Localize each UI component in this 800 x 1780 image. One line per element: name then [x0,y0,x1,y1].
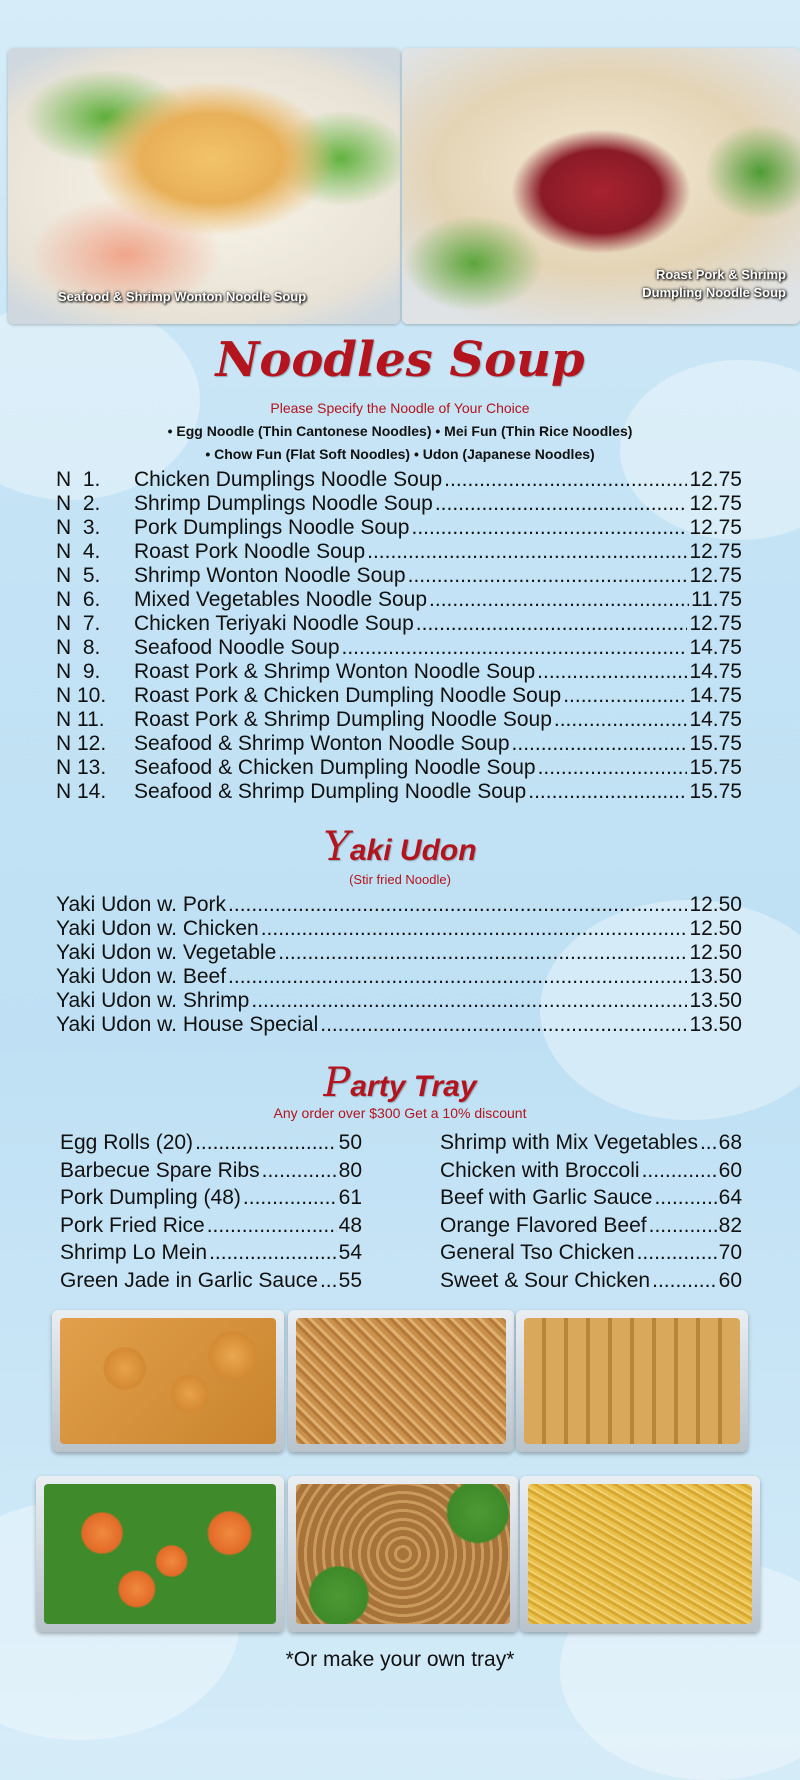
dot-leader [537,660,687,684]
party-title-initial: P [323,1060,351,1106]
noodle-menu-item [56,468,742,492]
shrimp-broccoli-tray-photo [36,1476,284,1632]
noodle-choice-subtitle: Please Specify the Noodle of Your Choice [270,400,530,416]
dot-leader [652,1269,717,1293]
dot-leader [342,636,688,660]
noodle-menu-item [56,708,742,732]
item-code: N 9. [56,660,101,683]
item-name: Chicken Dumplings Noodle Soup [134,468,443,491]
dot-leader [262,1159,337,1183]
sesame-chicken-tray-photo [288,1476,518,1632]
noodle-menu-item [56,540,742,564]
item-name: Seafood Noodle Soup [134,636,340,659]
lo-mein-tray-photo [520,1476,760,1632]
noodle-options-line: • Chow Fun (Flat Soft Noodles) • Udon (Japanese Noodles) [205,446,595,462]
party-tray-item [60,1186,362,1210]
item-name: General Tso Chicken [440,1241,635,1264]
yaki-title-initial: Y [323,824,350,870]
item-code: N 10. [56,684,107,707]
dot-leader [654,1186,716,1210]
photo-caption: Seafood & Shrimp Wonton Noodle Soup [58,289,307,304]
item-price: 12.75 [689,516,742,539]
item-code: N 4. [56,540,101,563]
item-name: Shrimp Wonton Noodle Soup [134,564,406,587]
item-code: N 2. [56,492,101,515]
item-name: Yaki Udon w. Shrimp [56,989,250,1012]
noodle-menu-item [56,636,742,660]
fried-rice-tray-photo [288,1310,514,1452]
item-name: Barbecue Spare Ribs [60,1158,260,1182]
item-price: 11.75 [691,588,742,611]
item-price: 14.75 [689,660,742,683]
item-price: 12.75 [689,564,742,587]
item-code: N 8. [56,636,101,659]
item-price: 12.75 [689,468,742,491]
dot-leader [563,684,687,708]
item-name: Seafood & Chicken Dumpling Noodle Soup [134,756,536,779]
yaki-menu-item [56,1013,742,1037]
noodle-menu-item [56,516,742,540]
party-tray-item [440,1159,742,1183]
noodle-options-line: • Egg Noodle (Thin Cantonese Noodles) • Mei Fun (Thin Rice Noodles) [167,423,633,439]
item-name: Shrimp Lo Mein [60,1241,208,1264]
item-name: Roast Pork & Shrimp Dumpling Noodle Soup [134,708,552,731]
dot-leader [251,989,687,1013]
dot-leader [411,516,687,540]
yaki-menu-item [56,989,742,1013]
item-price: 80 [338,1158,362,1182]
party-tray-item [440,1214,742,1238]
item-code: N 12. [56,732,107,755]
item-price: 13.50 [689,965,742,988]
item-price: 68 [718,1131,742,1154]
item-price: 60 [718,1158,742,1182]
dot-leader [512,732,688,756]
item-price: 12.50 [689,941,742,964]
noodle-menu-item [56,684,742,708]
item-price: 48 [338,1213,362,1237]
item-name: Sweet & Sour Chicken [440,1268,651,1292]
yaki-menu-item [56,965,742,989]
item-name: Seafood & Shrimp Dumpling Noodle Soup [134,780,527,803]
party-tray-item [440,1131,742,1155]
item-name: Roast Pork & Chicken Dumpling Noodle Soup [134,684,562,707]
item-price: 61 [338,1186,362,1209]
item-name: Yaki Udon w. Pork [56,893,227,916]
item-name: Chicken with Broccoli [440,1158,640,1182]
yaki-menu-item [56,893,742,917]
item-code: N 5. [56,564,101,587]
seafood-wonton-soup-photo [8,48,400,324]
item-name: Shrimp with Mix Vegetables [440,1131,698,1154]
party-title-rest: arty Tray [350,1070,477,1103]
photo-caption-line: Roast Pork & Shrimp [655,267,786,282]
item-name: Green Jade in Garlic Sauce [60,1268,318,1292]
party-tray-section-title [0,1060,800,1106]
noodle-menu-item [56,756,742,780]
dot-leader [228,965,687,989]
item-name: Roast Pork & Shrimp Wonton Noodle Soup [134,660,536,683]
item-price: 12.50 [689,917,742,940]
yaki-udon-section-title [0,824,800,870]
dot-leader [278,941,687,965]
dot-leader [554,708,688,732]
item-code: N 6. [56,588,101,611]
item-name: Orange Flavored Beef [440,1213,647,1237]
item-price: 13.50 [689,989,742,1012]
party-tray-item [60,1159,362,1183]
noodle-menu-item [56,732,742,756]
party-tray-item [440,1269,742,1293]
dot-leader [261,917,688,941]
noodle-menu-item [56,492,742,516]
item-price: 12.50 [689,893,742,916]
yaki-title-rest: aki Udon [349,834,477,867]
dot-leader [538,756,688,780]
item-price: 14.75 [689,636,742,659]
item-code: N 3. [56,516,101,539]
make-your-own-tray-note: *Or make your own tray* [285,1648,515,1671]
dot-leader [367,540,687,564]
dot-leader [207,1214,337,1238]
item-price: 82 [718,1213,742,1237]
item-price: 55 [338,1268,362,1292]
yaki-menu-item [56,941,742,965]
item-name: Yaki Udon w. Beef [56,965,227,988]
item-price: 15.75 [689,780,742,803]
dot-leader [320,1013,687,1037]
item-price: 15.75 [689,756,742,779]
item-price: 54 [338,1241,362,1264]
party-tray-item [60,1131,362,1155]
item-name: Yaki Udon w. House Special [56,1013,319,1036]
dot-leader [429,588,689,612]
item-price: 15.75 [689,732,742,755]
noodle-menu-item [56,660,742,684]
party-tray-item [60,1214,362,1238]
roast-pork-dumpling-soup-photo [402,48,800,324]
sweet-sour-chicken-tray-photo [52,1310,284,1452]
item-name: Pork Dumplings Noodle Soup [134,516,410,539]
noodle-menu-item [56,780,742,804]
item-name: Mixed Vegetables Noodle Soup [134,588,428,611]
yaki-udon-subtitle: (Stir fried Noodle) [349,872,451,887]
item-price: 14.75 [689,708,742,731]
dot-leader [649,1214,717,1238]
item-name: Egg Rolls (20) [60,1131,194,1154]
item-name: Roast Pork Noodle Soup [134,540,366,563]
dot-leader [228,893,687,917]
dot-leader [528,780,687,804]
item-code: N 1. [56,468,101,491]
dot-leader [243,1186,337,1210]
item-price: 12.75 [689,612,742,635]
photo-caption-line: Dumpling Noodle Soup [642,284,786,300]
item-name: Yaki Udon w. Chicken [56,917,259,940]
egg-rolls-tray-photo [516,1310,748,1452]
item-code: N 13. [56,756,107,779]
item-name: Beef with Garlic Sauce [440,1186,653,1209]
dot-leader [416,612,688,636]
party-tray-item [440,1241,742,1265]
item-price: 64 [718,1186,742,1209]
item-code: N 14. [56,780,107,803]
dot-leader [195,1131,337,1155]
party-tray-item [60,1241,362,1265]
noodle-menu-item [56,612,742,636]
dot-leader [444,468,687,492]
dot-leader [642,1159,717,1183]
item-code: N 11. [56,708,105,731]
item-name: Chicken Teriyaki Noodle Soup [134,612,414,635]
item-price: 12.75 [689,540,742,563]
party-tray-item [60,1269,362,1293]
noodle-menu-item [56,564,742,588]
item-name: Pork Fried Rice [60,1213,205,1237]
dot-leader [637,1241,717,1265]
item-price: 70 [718,1241,742,1264]
yaki-menu-item [56,917,742,941]
item-code: N 7. [56,612,101,635]
dot-leader [209,1241,337,1265]
party-tray-item [440,1186,742,1210]
item-price: 50 [338,1131,362,1154]
item-name: Yaki Udon w. Vegetable [56,941,277,964]
item-price: 60 [718,1268,742,1292]
dot-leader [408,564,688,588]
item-name: Seafood & Shrimp Wonton Noodle Soup [134,732,510,755]
item-price: 13.50 [689,1013,742,1036]
item-name: Pork Dumpling (48) [60,1186,241,1209]
item-price: 14.75 [689,684,742,707]
dot-leader [320,1269,337,1293]
party-tray-subtitle: Any order over $300 Get a 10% discount [273,1105,527,1121]
dot-leader [435,492,688,516]
noodle-menu-item [56,588,742,612]
item-price: 12.75 [689,492,742,515]
photo-caption [642,266,786,301]
item-name: Shrimp Dumplings Noodle Soup [134,492,433,515]
noodles-section-title: Noodles Soup [215,332,585,388]
dot-leader [700,1131,717,1155]
